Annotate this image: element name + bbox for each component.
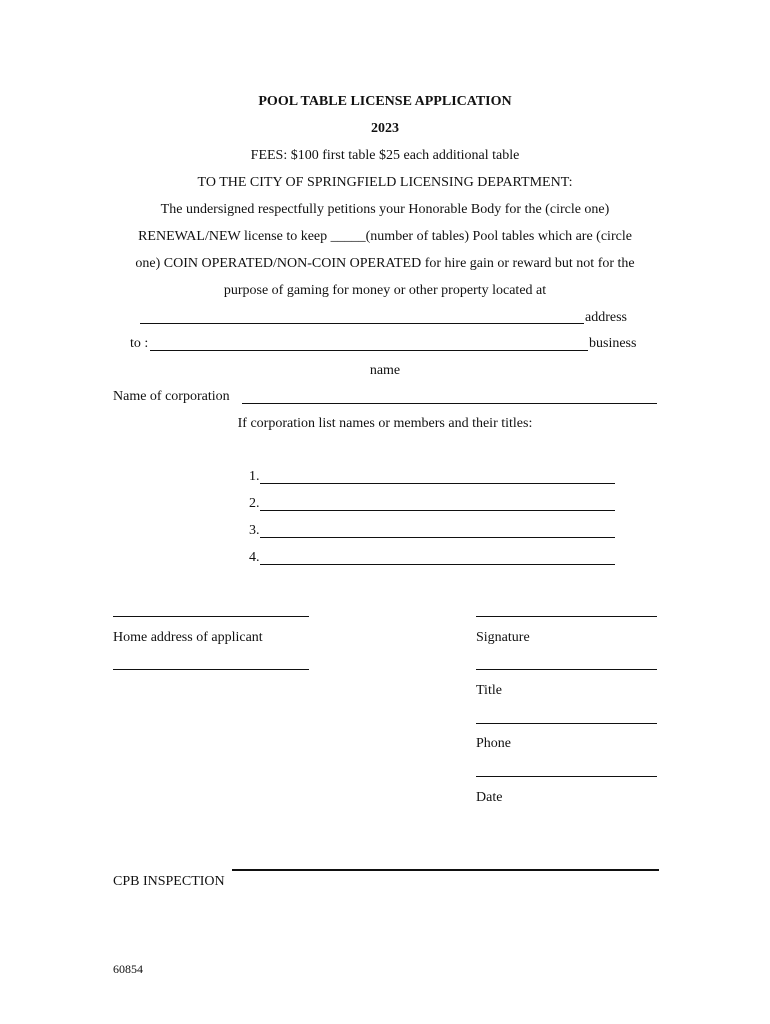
petition-line-2: RENEWAL/NEW license to keep _____(number of tables) Pool tables which are (circle [138, 229, 632, 244]
inspection-label: CPB INSPECTION [113, 874, 225, 889]
phone-label: Phone [476, 736, 511, 751]
member-field[interactable] [260, 483, 615, 484]
member-number: 2. [249, 496, 260, 511]
fees-line: FEES: $100 first table $25 each additional table [250, 148, 520, 163]
date-field[interactable] [476, 776, 657, 777]
business-label: business [589, 336, 637, 351]
member-field[interactable] [260, 537, 615, 538]
corporation-label: Name of corporation [113, 389, 230, 404]
signature-label: Signature [476, 630, 530, 645]
signature-field[interactable] [476, 616, 657, 617]
member-field[interactable] [260, 510, 615, 511]
corporation-members-label: If corporation list names or members and their titles: [237, 416, 533, 431]
address-label: address [585, 310, 627, 325]
member-number: 1. [249, 469, 260, 484]
corporation-field[interactable] [242, 403, 657, 404]
title-field[interactable] [476, 669, 657, 670]
phone-field[interactable] [476, 723, 657, 724]
form-number: 60854 [113, 962, 143, 976]
member-field[interactable] [260, 564, 615, 565]
form-title: POOL TABLE LICENSE APPLICATION [258, 94, 512, 109]
home-address-label: Home address of applicant [113, 630, 263, 645]
member-number: 3. [249, 523, 260, 538]
address-field[interactable] [140, 323, 584, 324]
title-label: Title [476, 683, 502, 698]
petition-line-3: one) COIN OPERATED/NON-COIN OPERATED for hire gain or reward but not for the [135, 256, 635, 271]
petition-line-1: The undersigned respectfully petitions your Honorable Body for the (circle one) [160, 202, 610, 217]
date-label: Date [476, 790, 503, 805]
home-address-field-2[interactable] [113, 669, 309, 670]
to-label: to : [130, 336, 149, 351]
name-label: name [369, 363, 401, 378]
form-year: 2023 [371, 121, 399, 136]
business-name-field[interactable] [150, 350, 588, 351]
home-address-field[interactable] [113, 616, 309, 617]
inspection-divider [232, 869, 659, 871]
addressee-line: TO THE CITY OF SPRINGFIELD LICENSING DEPARTMENT: [197, 175, 573, 190]
petition-line-4: purpose of gaming for money or other property located at [223, 283, 547, 298]
member-number: 4. [249, 550, 260, 565]
